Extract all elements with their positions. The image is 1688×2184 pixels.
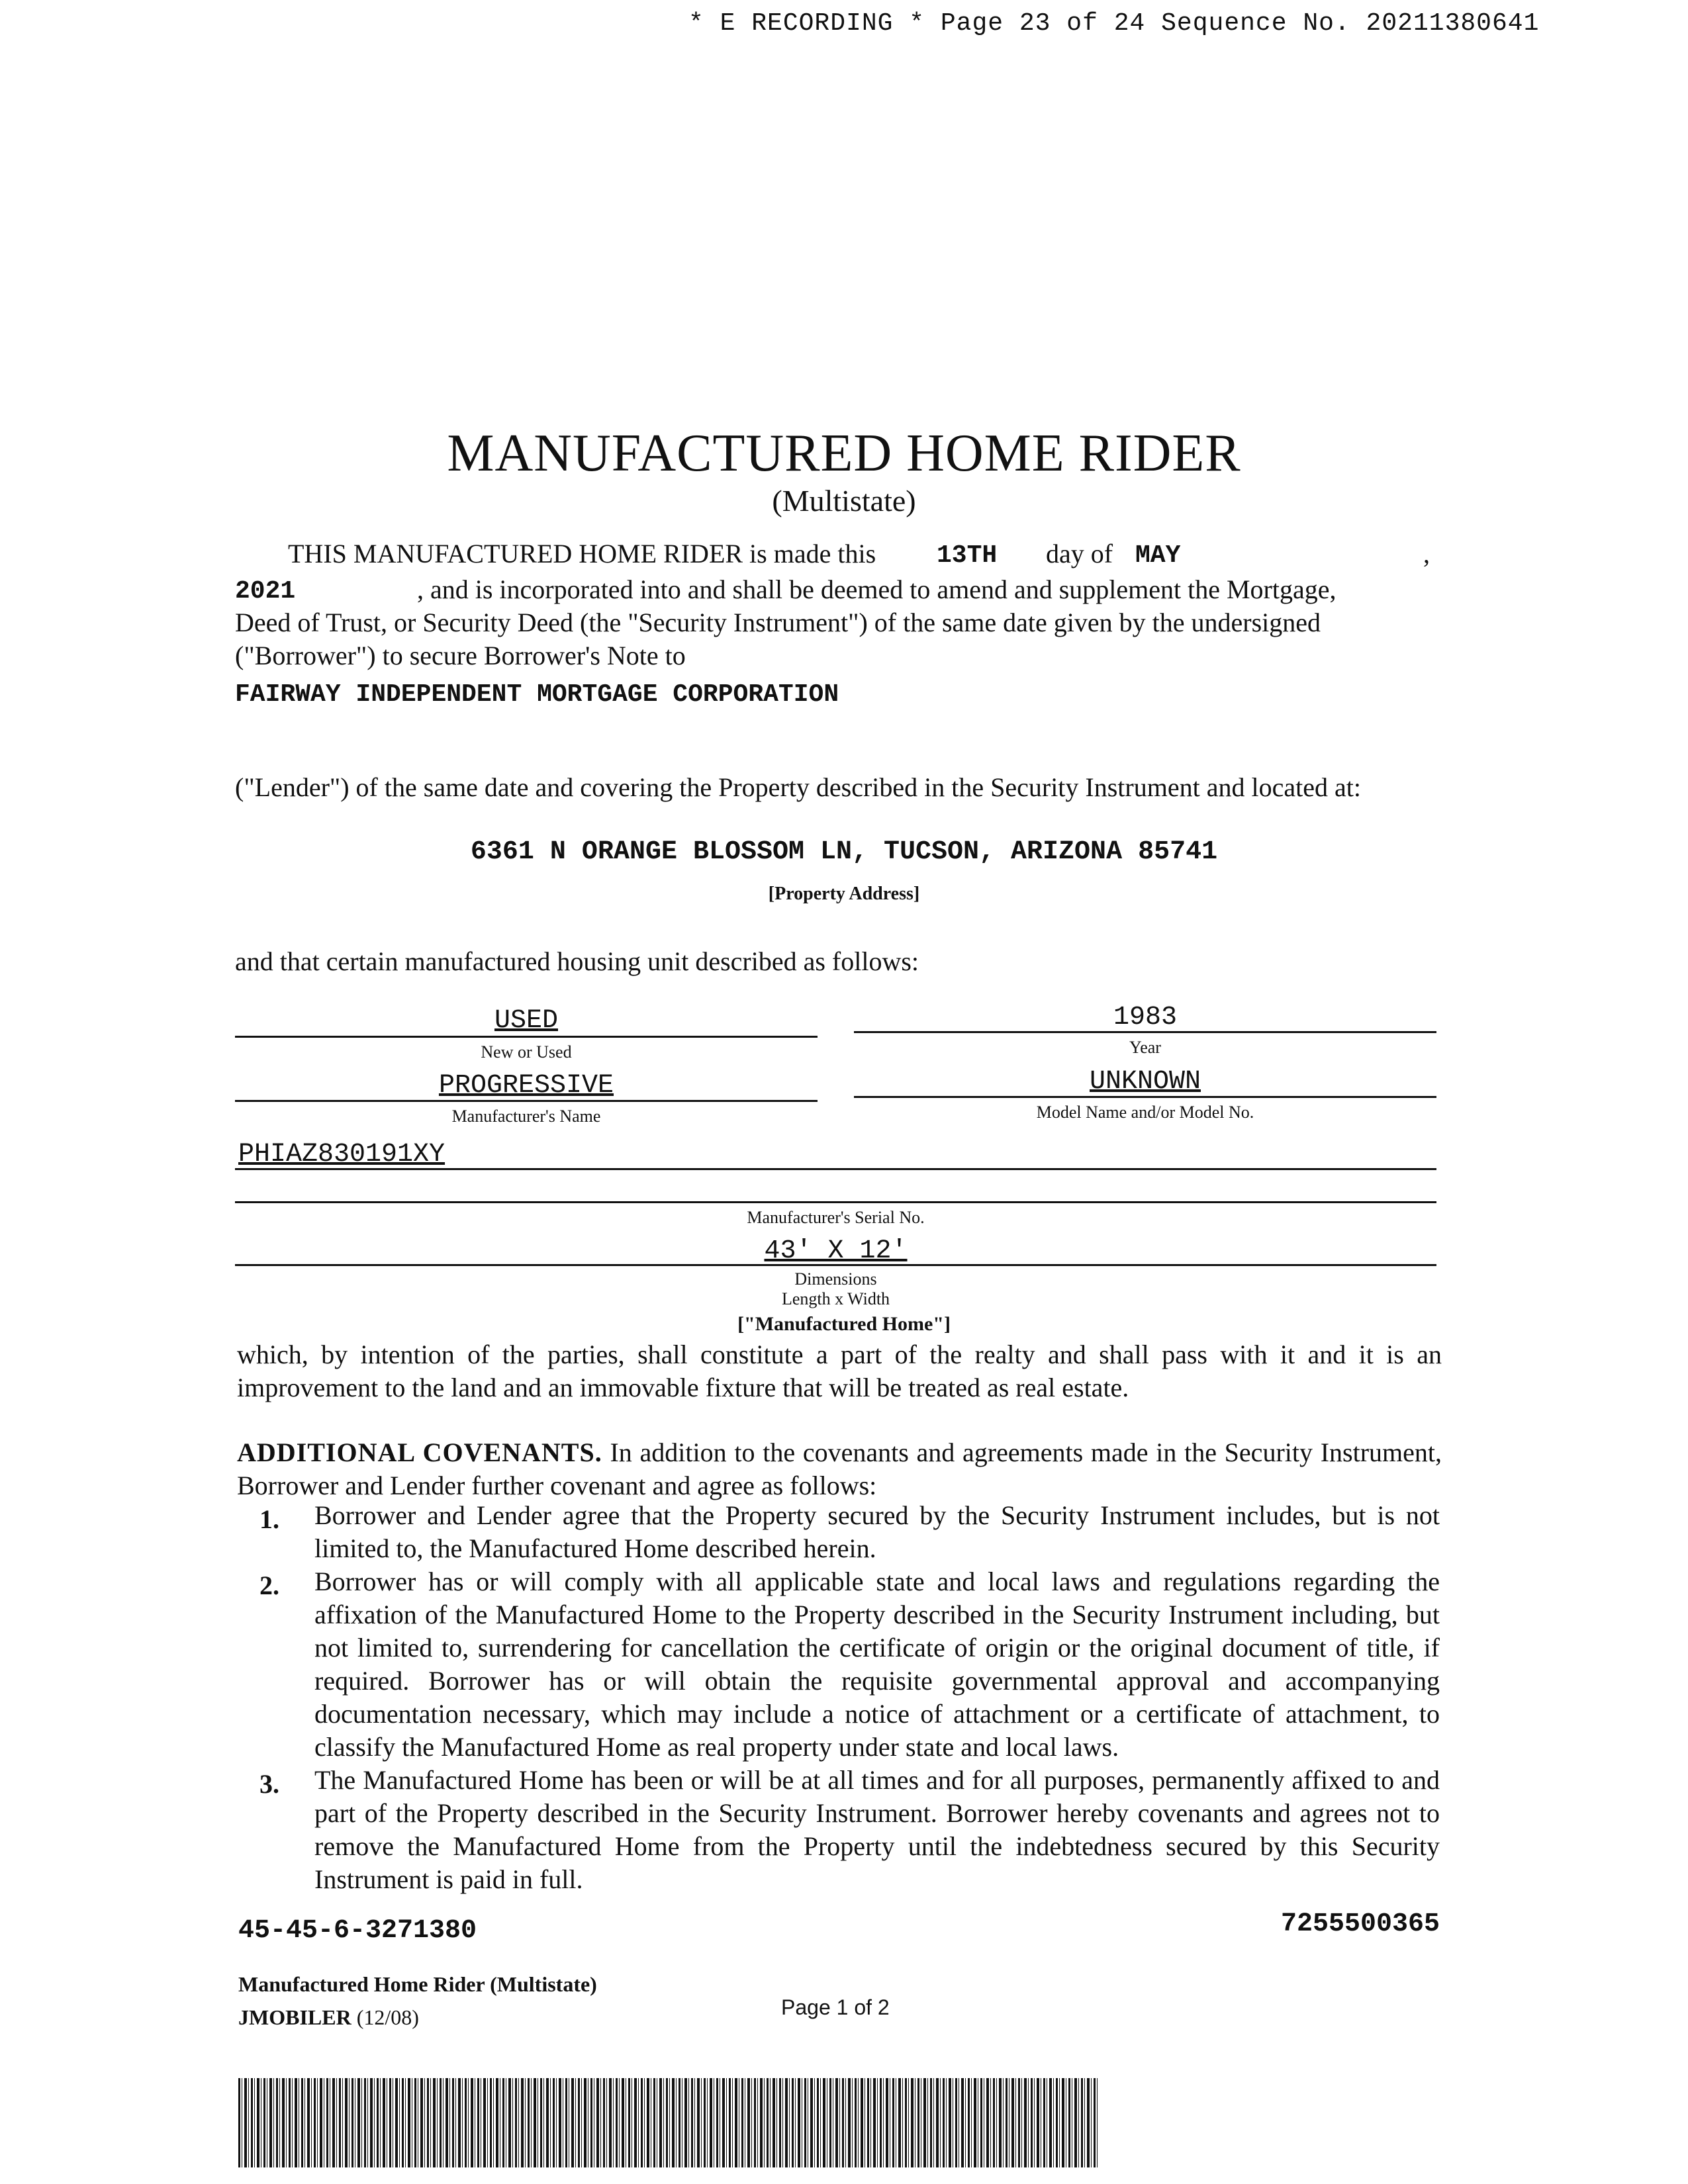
dimensions-line [235,1264,1436,1266]
loan-number: 45-45-6-3271380 [238,1916,477,1946]
manufacturer-line [235,1100,818,1102]
covenant-1-text: Borrower and Lender agree that the Property secured by the Security Instrument includes, but is not limited to, the Manufactured Home described herein. [314,1500,1440,1563]
intro-line-4: ("Borrower") to secure Borrower's Note to [235,641,686,670]
form-id-line [238,2005,419,2030]
new-or-used-value: USED [494,1006,558,1036]
covenant-3-text: The Manufactured Home has been or will be at all times and for all purposes, permanently affixed to and part of the Property described in the Security Instrument. Borrower hereby covenants and agrees not to remove the Manufactured Home from the Property until the indebtedness secured by this Security Instrument is paid in full. [314,1765,1440,1894]
page-number: Page 1 of 2 [781,1995,890,2019]
lender-name: FAIRWAY INDEPENDENT MORTGAGE CORPORATION [235,680,839,709]
year-label: Year [1129,1038,1161,1057]
dimensions-value: 43' X 12' [764,1236,908,1266]
form-date: (12/08) [356,2005,419,2029]
covenants-heading-rest: In addition to the covenants and agreements made in the Security Instrument, Borrower and Lender further covenant and agree as follows: [237,1437,1442,1500]
dimensions-label: Dimensions [794,1269,877,1289]
serial-line-1 [235,1168,1436,1170]
document-subtitle: (Multistate) [772,484,916,518]
covenants-intro [237,1436,1442,1502]
intro-line-5: ("Lender") of the same date and covering the Property described in the Security Instrument and located at: [235,772,1361,802]
intro-line-1: THIS MANUFACTURED HOME RIDER is made this [288,539,876,569]
covenants-heading: ADDITIONAL COVENANTS. [237,1437,602,1467]
covenant-2-text: Borrower has or will comply with all applicable state and local laws and regulations regarding the affixation of the Manufactured Home to the Property described in the Security Instrument including, but not limited to, surrendering for cancellation the certificate of origin or the original document of title, if required. Borrower has or will obtain the requisite governmental approval and accompanying documentation necessary, which may include a notice of attachment or a certificate of attachment, to classify the Manufactured Home as real property under state and local laws. [314,1567,1440,1762]
intro-comma: , [1423,539,1430,569]
property-address-label: [Property Address] [768,884,920,904]
covenant-2-number: 2. [259,1570,279,1600]
serial-label: Manufacturer's Serial No. [747,1208,925,1227]
dimensions-sublabel: Length x Width [781,1289,890,1308]
year-value: 1983 [1113,1003,1177,1032]
new-or-used-line [235,1036,818,1038]
rider-day: 13TH [937,541,998,570]
serial-value: PHIAZ830191XY [238,1140,445,1169]
rider-month: MAY [1135,541,1181,570]
intro-day-of: day of [1046,539,1113,569]
manufactured-home-label: ["Manufactured Home"] [737,1313,951,1335]
unit-intro: and that certain manufactured housing unit described as follows: [235,946,919,976]
model-label: Model Name and/or Model No. [1036,1103,1254,1122]
form-id: JMOBILER [238,2005,352,2029]
covenant-3-number: 3. [259,1769,279,1799]
property-address: 6361 N ORANGE BLOSSOM LN, TUCSON, ARIZONA 85741 [470,837,1218,867]
covenant-1-number: 1. [259,1504,279,1534]
manufacturer-value: PROGRESSIVE [438,1071,614,1101]
document-title: MANUFACTURED HOME RIDER [447,424,1241,482]
model-line [854,1096,1436,1098]
manufacturer-label: Manufacturer's Name [451,1107,601,1126]
serial-line-2 [235,1201,1436,1203]
rider-year: 2021 [235,577,296,606]
intro-line-2: , and is incorporated into and shall be deemed to amend and supplement the Mortgage, [417,574,1336,604]
recording-stamp: * E RECORDING * Page 23 of 24 Sequence No. 20211380641 [688,9,1540,38]
intro-line-3: Deed of Trust, or Security Deed (the "Security Instrument") of the same date given by the undersigned [235,608,1321,637]
barcode [238,2078,1099,2167]
year-line [854,1031,1436,1033]
reference-number: 7255500365 [1281,1909,1440,1939]
model-value: UNKNOWN [1089,1067,1201,1097]
new-or-used-label: New or Used [481,1042,572,1062]
form-name: Manufactured Home Rider (Multistate) [238,1972,597,1996]
intention-paragraph: which, by intention of the parties, shall constitute a part of the realty and shall pass with it and it is an improvement to the land and an immovable fixture that will be treated as real estate. [237,1340,1442,1402]
